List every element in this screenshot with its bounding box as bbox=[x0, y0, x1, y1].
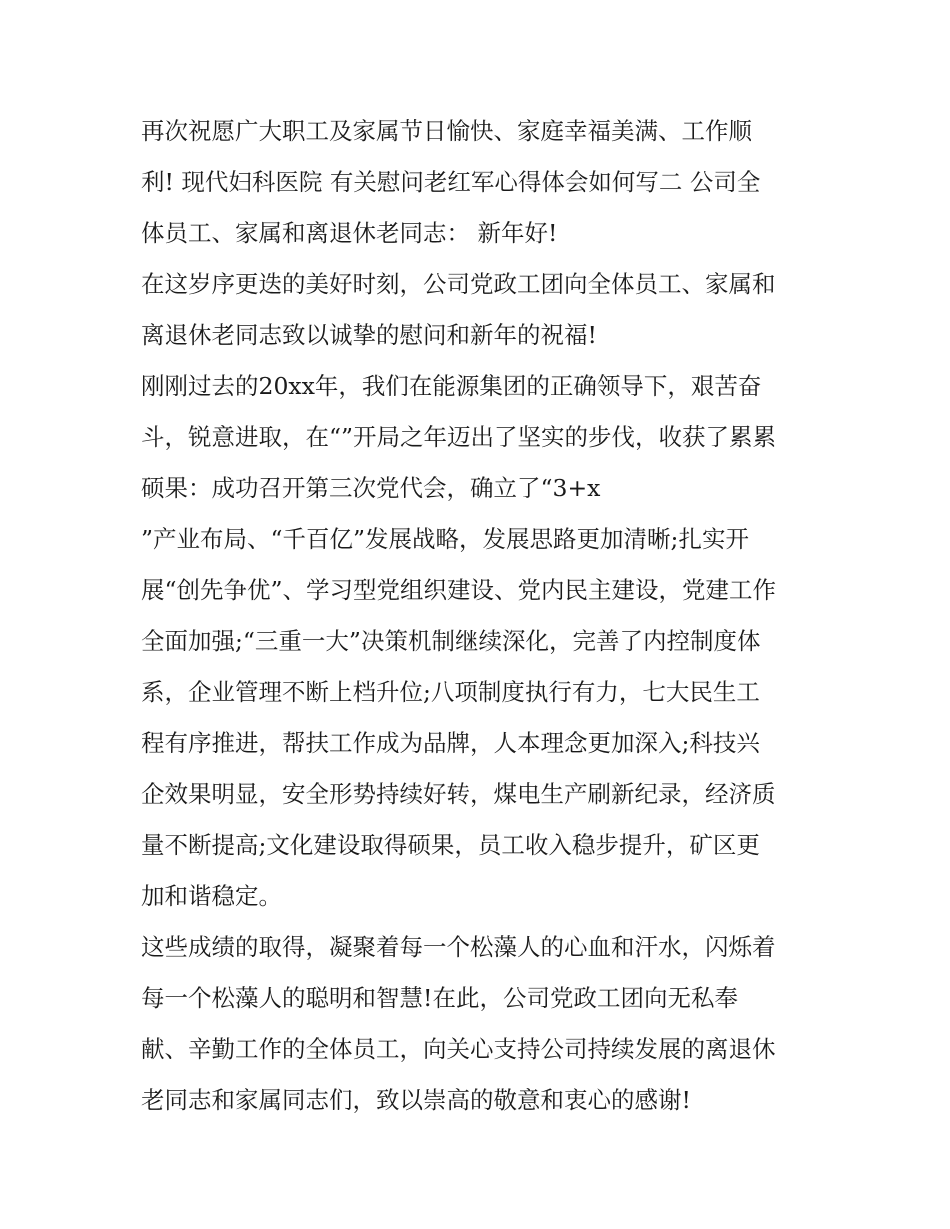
text-line-5: 离退休老同志致以诚挚的慰问和新年的祝福! bbox=[141, 321, 597, 349]
text-line-8: 硕果：成功召开第三次党代会，确立了“3+x bbox=[141, 474, 601, 502]
text-line-18: 每一个松藻人的聪明和智慧!在此，公司党政工团向无私奉 bbox=[141, 984, 738, 1012]
text-line-14: 企效果明显，安全形势持续好转，煤电生产刷新纪录，经济质 bbox=[141, 780, 776, 808]
text-line-17: 这些成绩的取得，凝聚着每一个松藻人的心血和汗水，闪烁着 bbox=[141, 933, 776, 961]
text-line-15: 量不断提高;文化建设取得硕果，员工收入稳步提升，矿区更 bbox=[141, 831, 760, 859]
text-line-6: 刚刚过去的20xx年，我们在能源集团的正确领导下，艰苦奋 bbox=[141, 372, 762, 400]
text-line-16: 加和谐稳定。 bbox=[141, 882, 282, 910]
text-line-9: ”产业布局、“千百亿”发展战略，发展思路更加清晰;扎实开 bbox=[141, 525, 749, 553]
text-line-4: 在这岁序更迭的美好时刻，公司党政工团向全体员工、家属和 bbox=[141, 270, 776, 298]
text-line-13: 程有序推进，帮扶工作成为品牌，人本理念更加深入;科技兴 bbox=[141, 729, 760, 757]
text-line-11: 全面加强;“三重一大”决策机制继续深化，完善了内控制度体 bbox=[141, 627, 761, 655]
text-line-1: 再次祝愿广大职工及家属节日愉快、家庭幸福美满、工作顺 bbox=[141, 117, 752, 145]
text-line-2: 利! 现代妇科医院 有关慰问老红军心得体会如何写二 公司全 bbox=[141, 168, 761, 196]
document-body bbox=[141, 106, 831, 1126]
text-line-12: 系，企业管理不断上档升位;八项制度执行有力，七大民生工 bbox=[141, 678, 760, 706]
text-line-7: 斗，锐意进取，在“”开局之年迈出了坚实的步伐，收获了累累 bbox=[141, 423, 777, 451]
text-line-20: 老同志和家属同志们，致以崇高的敬意和衷心的感谢! bbox=[141, 1086, 691, 1114]
text-line-19: 献、辛勤工作的全体员工，向关心支持公司持续发展的离退休 bbox=[141, 1035, 776, 1063]
text-line-10: 展“创先争优”、学习型党组织建设、党内民主建设，党建工作 bbox=[141, 576, 777, 604]
text-line-3: 体员工、家属和离退休老同志： 新年好! bbox=[141, 219, 558, 247]
